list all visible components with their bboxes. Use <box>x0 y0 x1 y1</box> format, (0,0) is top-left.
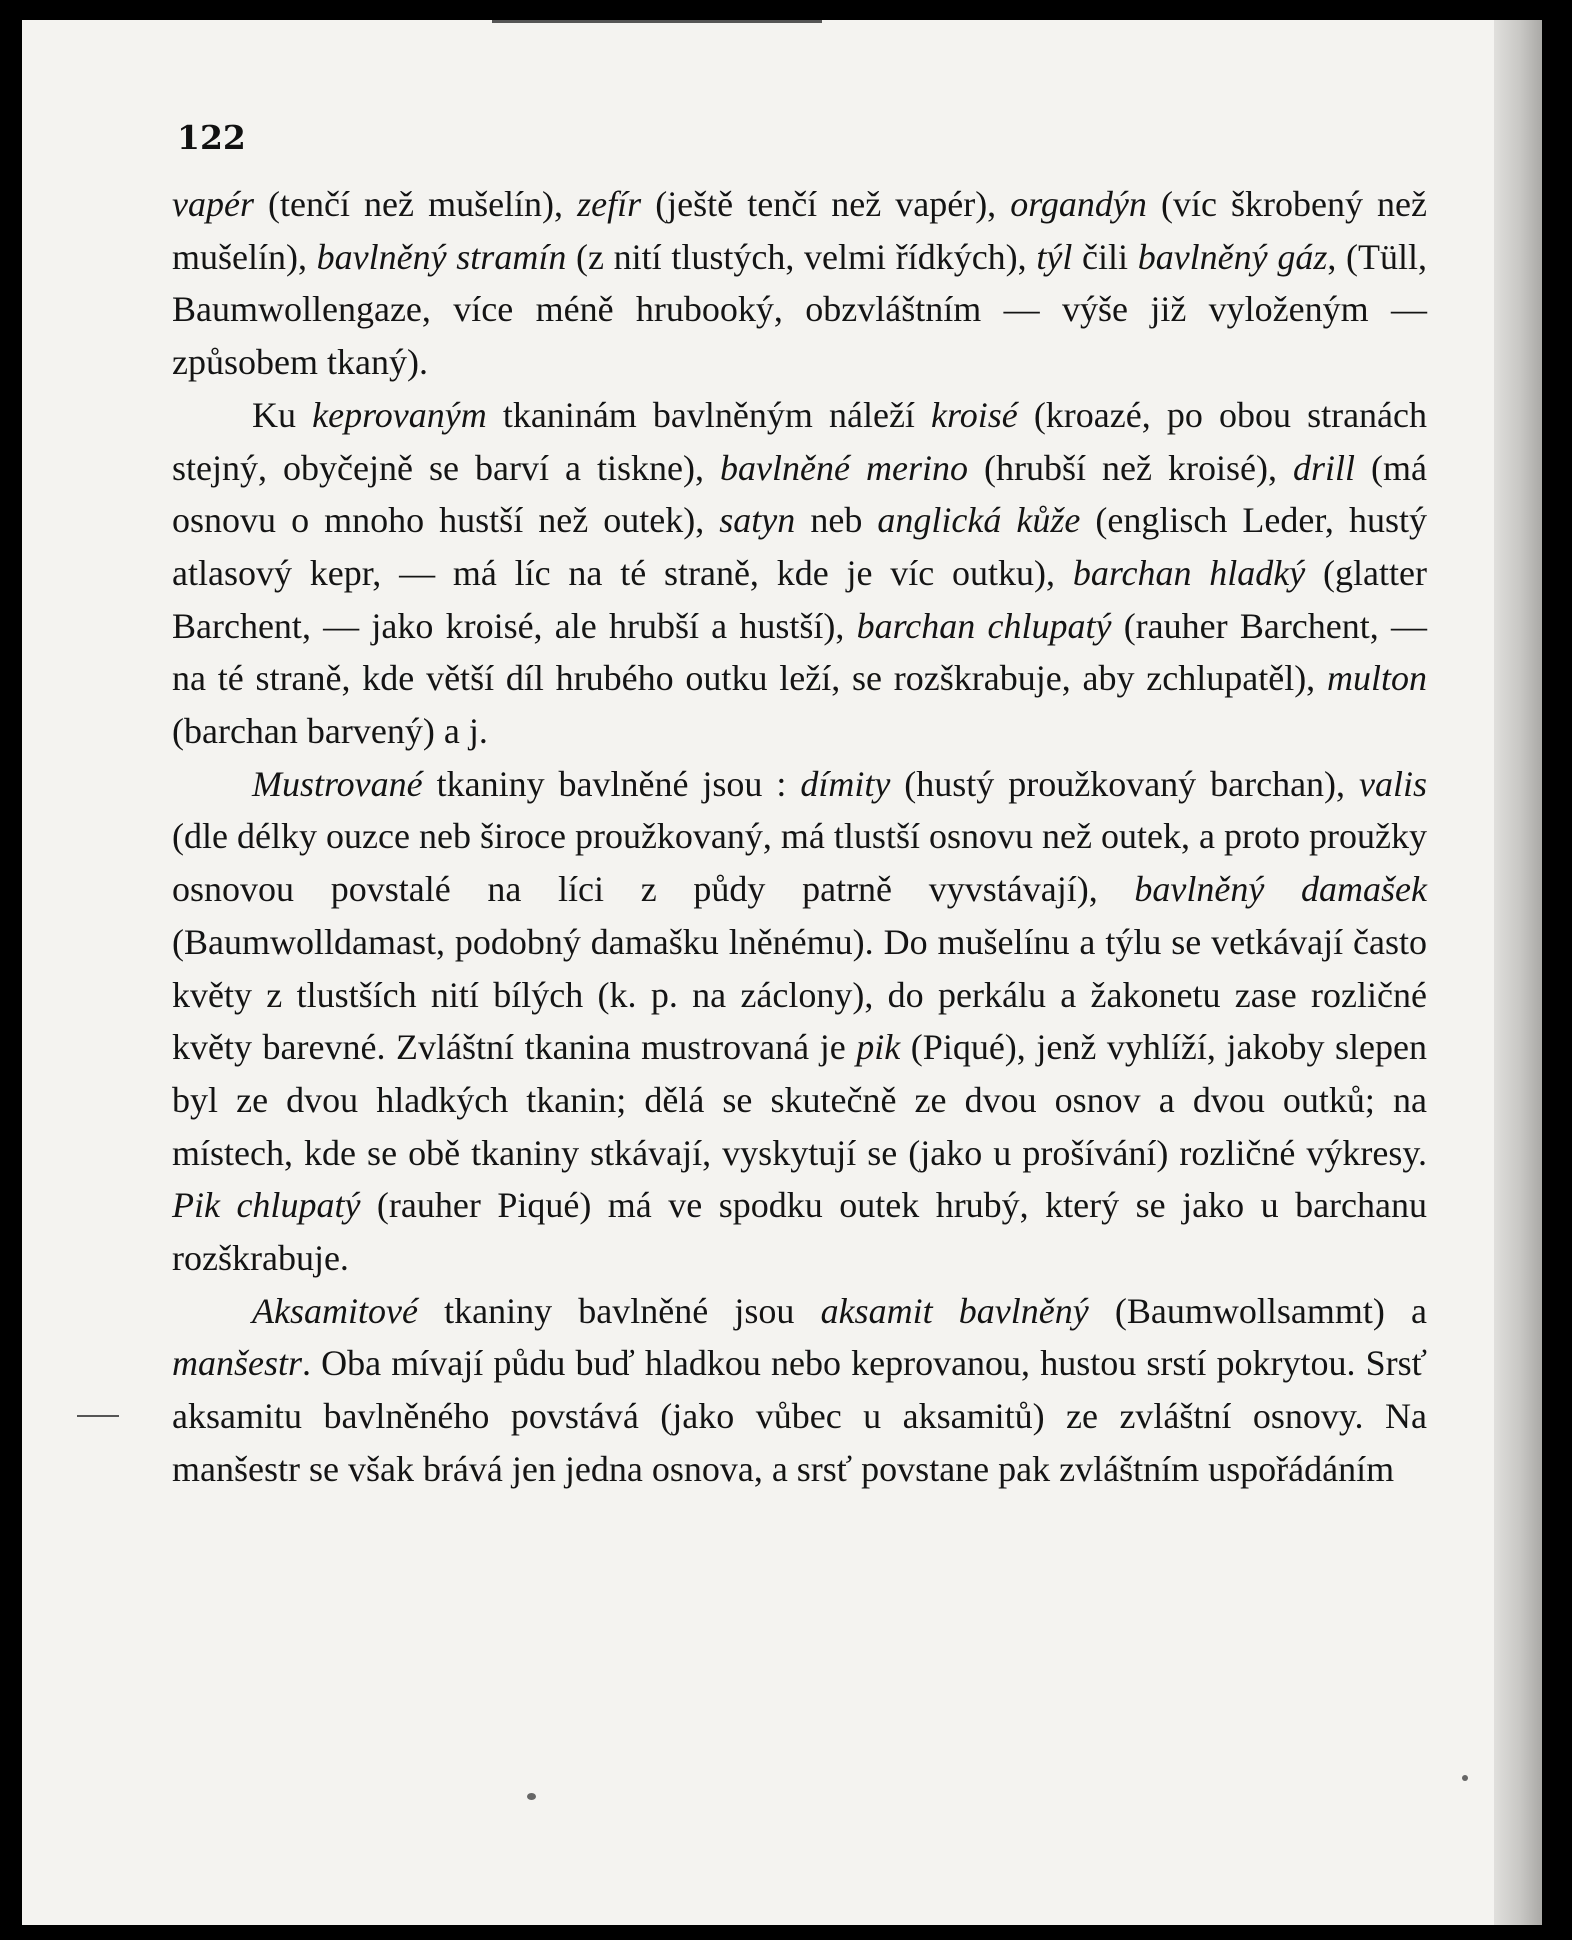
italic-term: manšestr <box>172 1343 303 1384</box>
text-run: , (Tüll, Baumwollengaze, více méně hrubooký, obzvláštním — výše již vyloženým — způsobem tkaný). <box>172 236 1428 383</box>
paragraph-twill-fabrics <box>172 389 1427 758</box>
italic-term: anglická kůže <box>877 500 1081 541</box>
italic-term: keprovaným <box>312 394 487 435</box>
italic-term: barchan hladký <box>1072 552 1306 593</box>
paragraph-fabrics-list <box>172 178 1427 389</box>
text-run: čili <box>1072 236 1138 277</box>
text-run: Ku <box>252 394 313 435</box>
top-rule <box>492 20 822 23</box>
italic-term: pik <box>856 1027 901 1068</box>
text-run: (Baumwolldamast, podobný damašku lněnému). Do mušelínu a týlu se vetkávají často květy z tlustších nití bílých (k. p. na záclony), do perkálu a žakonetu zase rozličné květy barevné. Zvláštní tkanina mustrovaná je <box>172 921 1427 1068</box>
italic-term: bavlněné merino <box>720 447 968 488</box>
italic-term: Pik chlupatý <box>172 1185 361 1226</box>
italic-term: organdýn <box>1010 184 1147 224</box>
italic-term: aksamit bavlněný <box>820 1290 1089 1331</box>
text-run: (barchan barvený) a j. <box>172 711 488 752</box>
text-run: (dle délky ouzce neb široce proužkovaný, má tlustší osnovu než outek, a proto proužky osnovou povstalé na líci z půdy patrně vyvstávají), <box>172 816 1427 910</box>
ink-speck <box>1462 1775 1468 1781</box>
text-run: (má osnovu o mnoho hustší než outek), <box>172 447 1427 541</box>
italic-term: kroisé <box>931 394 1018 435</box>
text-run: (rauher Barchent, — na té straně, kde větší díl hrubého outku leží, se rozškrabuje, aby zchlupatěl), <box>172 605 1427 699</box>
italic-term: barchan chlupatý <box>856 605 1112 646</box>
text-run: (Baumwollsammt) a <box>1088 1290 1427 1331</box>
text-run: (hrubší než kroisé), <box>967 447 1293 488</box>
text-run: (víc škrobený než mušelín), <box>172 184 1427 277</box>
text-run: (ještě tenčí než vapér), <box>641 184 1011 224</box>
page-number: 122 <box>177 118 246 157</box>
italic-term: zefír <box>577 184 642 224</box>
italic-term: drill <box>1292 447 1355 488</box>
text-run: (englisch Leder, hustý atlasový kepr, — má líc na té straně, kde je víc outku), <box>172 500 1427 593</box>
italic-term: valis <box>1359 763 1427 804</box>
italic-term: bavlněný gáz <box>1137 236 1328 277</box>
text-run: tkaninám bavlněným náleží <box>486 394 932 435</box>
italic-term: týl <box>1036 236 1073 277</box>
italic-term: Aksamitové <box>252 1290 418 1331</box>
margin-dash <box>77 1415 119 1417</box>
italic-term: bavlněný stramín <box>316 236 567 277</box>
italic-term: multon <box>1326 658 1427 699</box>
italic-term: satyn <box>719 500 796 541</box>
text-run: (rauher Piqué) má ve spodku outek hrubý, který se jako u barchanu rozškrabuje. <box>172 1185 1427 1279</box>
text-run: tkaniny bavlněné jsou : <box>422 763 801 804</box>
italic-term: Mustrované <box>252 763 423 804</box>
page-edge-shadow <box>1494 20 1542 1925</box>
paragraph-velvet-fabrics <box>172 1285 1427 1496</box>
book-page <box>22 20 1542 1925</box>
text-run: (z nití tlustých, velmi řídkých), <box>566 236 1037 277</box>
text-run: . Oba mívají půdu buď hladkou nebo keprovanou, hustou srstí pokrytou. Srsť aksamitu bavlněného povstává (jako vůbec u aksamitů) ze zvláštní osnovy. Na manšestr se však brává jen jedna osnova, a srsť povstane pak zvláštním uspořádáním <box>172 1343 1427 1489</box>
text-run: neb <box>795 500 878 541</box>
italic-term: dímity <box>800 763 891 804</box>
text-run: (tenčí než mušelín), <box>253 184 578 224</box>
paragraph-patterned-fabrics <box>172 758 1427 1285</box>
italic-term: vapér <box>172 184 254 224</box>
text-run: (glatter Barchent, — jako kroisé, ale hrubší a hustší), <box>172 552 1427 646</box>
ink-speck <box>527 1793 536 1800</box>
text-run: tkaniny bavlněné jsou <box>417 1290 821 1331</box>
text-run: (Piqué), jenž vyhlíží, jakoby slepen byl ze dvou hladkých tkanin; dělá se skutečně ze dvou osnov a dvou outků; na místech, kde se obě tkaniny stkávají, vyskytují se (jako u prošívání) rozličné výkresy. <box>172 1027 1427 1173</box>
text-run: (hustý proužkovaný barchan), <box>890 763 1359 804</box>
text-run: (kroazé, po obou stranách stejný, obyčejně se barví a tiskne), <box>172 394 1428 488</box>
italic-term: bavlněný damašek <box>1134 869 1427 910</box>
body-text <box>172 178 1427 1496</box>
